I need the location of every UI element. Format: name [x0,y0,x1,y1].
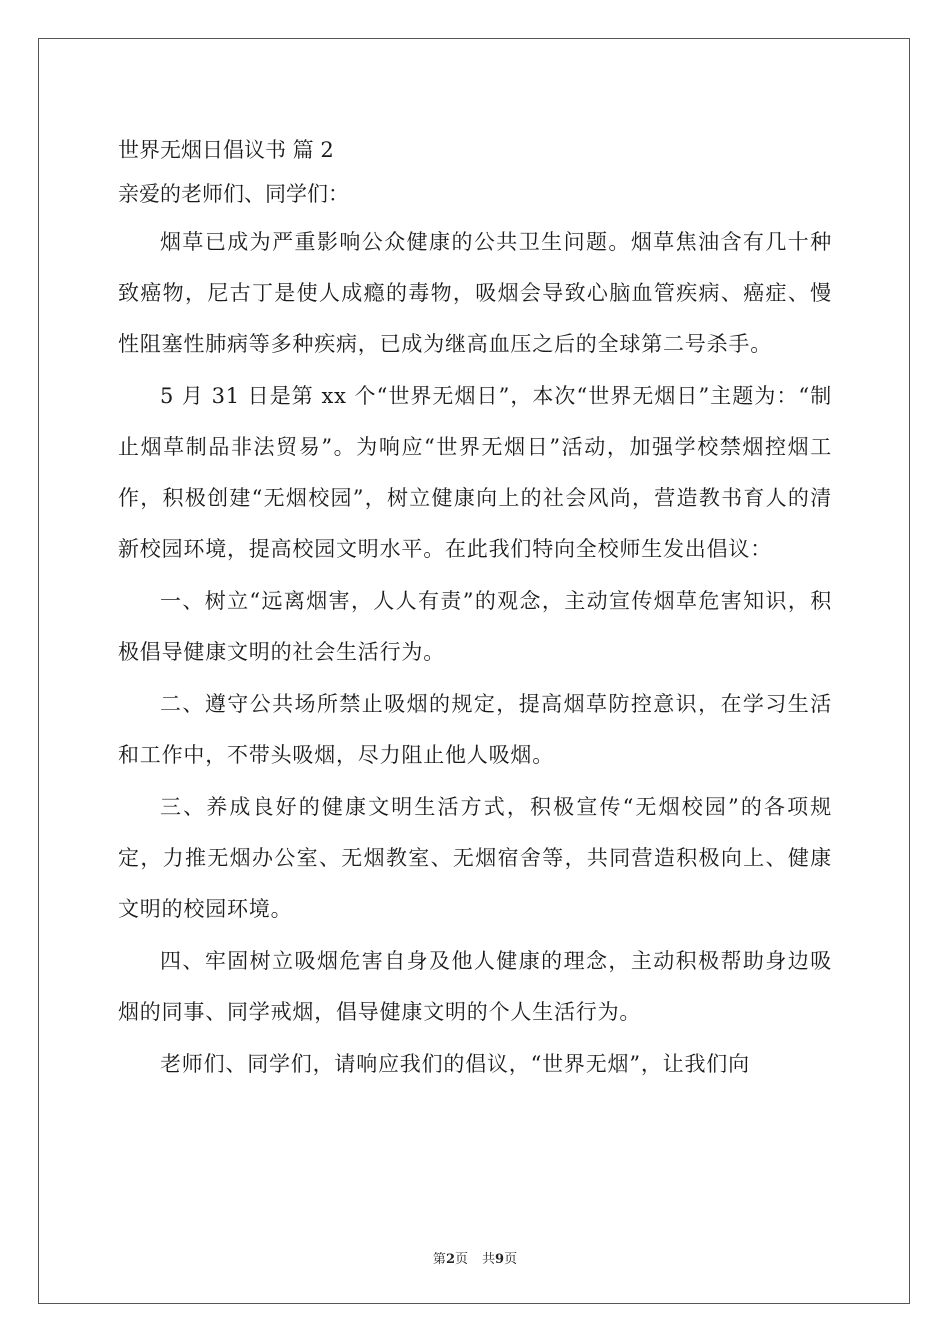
page-suffix: 页 [454,1252,468,1267]
paragraph-item-2: 二、遵守公共场所禁止吸烟的规定，提高烟草防控意识，在学习生活和工作中，不带头吸烟，尽力阻止他人吸烟。 [118,692,832,767]
page-current: 2 [445,1252,455,1267]
salutation: 亲爱的老师们、同学们： [118,182,349,206]
total-suffix: 页 [504,1252,518,1267]
paragraph-theme: 5 月 31 日是第 xx 个“世界无烟日”，本次“世界无烟日”主题为：“制止烟草制品非法贸易”。为响应“世界无烟日”活动，加强学校禁烟控烟工作，积极创建“无烟校园”，树立健康向上的社会风尚，营造教书育人的清新校园环境，提高校园文明水平。在此我们特向全校师生发出倡议： [118,384,832,561]
paragraph-closing: 老师们、同学们，请响应我们的倡议，“世界无烟”，让我们向 [160,1052,750,1076]
page-footer [0,1248,950,1267]
page-total: 9 [495,1252,505,1267]
total-prefix: 共 [482,1252,496,1267]
document-title: 世界无烟日倡议书 篇 2 [118,138,334,162]
paragraph-item-3: 三、养成良好的健康文明生活方式，积极宣传“无烟校园”的各项规定，力推无烟办公室、无烟教室、无烟宿舍等，共同营造积极向上、健康文明的校园环境。 [118,795,832,921]
document-body [118,128,832,1090]
paragraph-item-1: 一、树立“远离烟害，人人有责”的观念，主动宣传烟草危害知识，积极倡导健康文明的社会生活行为。 [118,589,832,664]
paragraph-intro: 烟草已成为严重影响公众健康的公共卫生问题。烟草焦油含有几十种致癌物，尼古丁是使人成瘾的毒物，吸烟会导致心脑血管疾病、癌症、慢性阻塞性肺病等多种疾病，已成为继高血压之后的全球第二号杀手。 [118,230,832,356]
paragraph-item-4: 四、牢固树立吸烟危害自身及他人健康的理念，主动积极帮助身边吸烟的同事、同学戒烟，倡导健康文明的个人生活行为。 [118,949,832,1024]
page-prefix: 第 [432,1252,446,1267]
